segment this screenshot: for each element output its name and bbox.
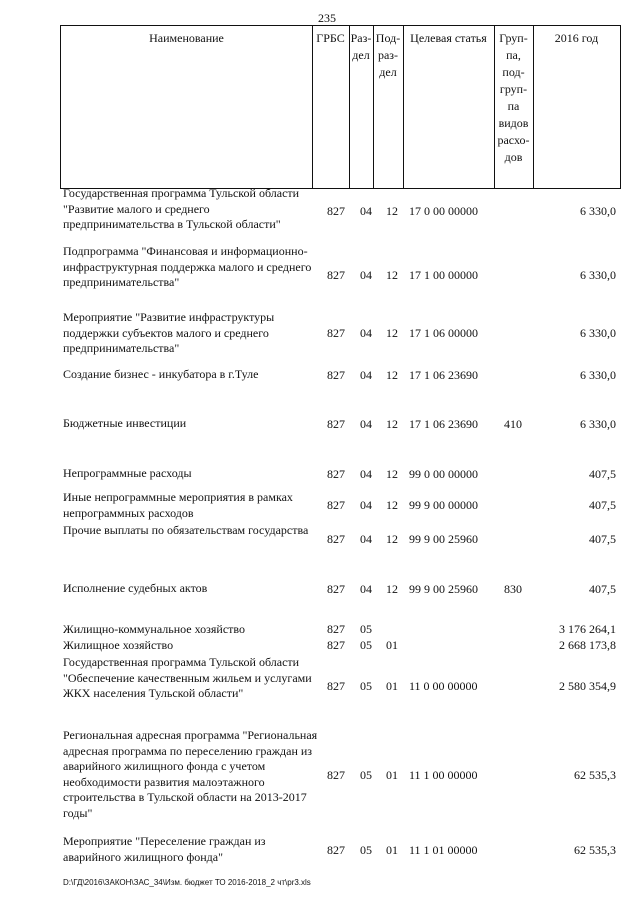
row-name: Бюджетные инвестиции: [63, 416, 187, 430]
row-grbs: 827: [327, 467, 345, 481]
header-razdel-l1: Раз-: [350, 31, 372, 45]
row-cs: 11 1 01 00000: [409, 843, 478, 857]
header-grbs-text: ГРБС: [316, 31, 345, 45]
row-podrazdel: 12: [386, 326, 398, 340]
row-grbs: 827: [327, 638, 345, 652]
row-podrazdel: 12: [386, 368, 398, 382]
row-razdel: 04: [360, 467, 372, 481]
row-podrazdel: 01: [386, 768, 398, 782]
row-razdel: 05: [360, 638, 372, 652]
row-name: Жилищное хозяйство: [63, 638, 174, 652]
row-grbs: 827: [327, 532, 345, 546]
header-cs: [403, 25, 495, 189]
header-vid-l1: Груп-: [499, 31, 528, 45]
header-razdel-l2: дел: [352, 48, 370, 62]
row-podrazdel: 01: [386, 638, 398, 652]
row-cs: 99 0 00 00000: [409, 467, 478, 481]
row-razdel: 04: [360, 417, 372, 431]
row-name: Прочие выплаты по обязательствам государства: [63, 523, 309, 537]
row-cs: 99 9 00 25960: [409, 582, 478, 596]
row-sum: 2 580 354,9: [559, 679, 616, 693]
header-year: [533, 25, 621, 189]
row-grbs: 827: [327, 417, 345, 431]
row-grbs: 827: [327, 268, 345, 282]
row-podrazdel: 12: [386, 532, 398, 546]
row-podrazdel: 12: [386, 417, 398, 431]
row-razdel: 04: [360, 368, 372, 382]
row-name: Подпрограмма "Финансовая и информационно-инфраструктурная поддержка малого и среднего предпринимательства": [63, 244, 312, 289]
row-podrazdel: 12: [386, 467, 398, 481]
row-name: Государственная программа Тульской области "Развитие малого и среднего предпринимательства в Тульской области": [63, 186, 300, 231]
row-razdel: 05: [360, 843, 372, 857]
row-sum: 407,5: [589, 532, 616, 546]
row-sum: 62 535,3: [574, 843, 616, 857]
row-grbs: 827: [327, 768, 345, 782]
row-sum: 3 176 264,1: [559, 622, 616, 636]
row-grbs: 827: [327, 679, 345, 693]
header-podrazdel-l2: раз-: [377, 48, 399, 62]
header-vid-l6: видов: [498, 116, 529, 130]
row-razdel: 04: [360, 582, 372, 596]
row-sum: 2 668 173,8: [559, 638, 616, 652]
row-grbs: 827: [327, 582, 345, 596]
row-razdel: 04: [360, 532, 372, 546]
row-cs: 17 1 00 00000: [409, 268, 478, 282]
row-razdel: 05: [360, 622, 372, 636]
row-grbs: 827: [327, 498, 345, 512]
header-vid-l5: па: [507, 99, 520, 113]
row-name: Региональная адресная программа "Региональная адресная программа по переселению граждан из аварийного жилищного фонда с учетом необходимости развития малоэтажного строительства в Тульской области на 2013-2017 годы": [63, 728, 318, 820]
row-grbs: 827: [327, 368, 345, 382]
header-vid-l7: расхо-: [497, 133, 530, 147]
header-podrazdel-l3: дел: [379, 65, 397, 79]
row-sum: 6 330,0: [580, 268, 616, 282]
row-sum: 6 330,0: [580, 326, 616, 340]
header-year-text: 2016 год: [554, 31, 599, 45]
header-grbs: [312, 25, 350, 189]
header-razdel: [349, 25, 374, 189]
row-cs: 11 0 00 00000: [409, 679, 478, 693]
row-cs: 99 9 00 00000: [409, 498, 478, 512]
row-name: Мероприятие "Переселение граждан из аварийного жилищного фонда": [63, 834, 266, 864]
row-vid: 830: [504, 582, 522, 596]
row-cs: 17 1 06 23690: [409, 417, 478, 431]
header-name-text: Наименование: [149, 31, 224, 45]
row-sum: 6 330,0: [580, 204, 616, 218]
row-sum: 407,5: [589, 498, 616, 512]
row-cs: 17 1 06 00000: [409, 326, 478, 340]
row-podrazdel: 12: [386, 204, 398, 218]
row-grbs: 827: [327, 843, 345, 857]
header-vid-l4: груп-: [499, 82, 528, 96]
row-name: Исполнение судебных актов: [63, 581, 208, 595]
row-razdel: 04: [360, 498, 372, 512]
row-name: Государственная программа Тульской области "Обеспечение качественным жильем и услугами ЖКХ населения Тульской области": [63, 655, 312, 700]
header-cs-text: Целевая статья: [410, 31, 487, 45]
page-number: 235: [318, 11, 336, 25]
row-podrazdel: 01: [386, 679, 398, 693]
header-vid: [494, 25, 534, 189]
header-vid-l8: дов: [504, 150, 523, 164]
row-podrazdel: 01: [386, 843, 398, 857]
header-podrazdel-l1: Под-: [375, 31, 401, 45]
row-name: Непрограммные расходы: [63, 466, 192, 480]
row-name: Мероприятие "Развитие инфраструктуры поддержки субъектов малого и среднего предпринимательства": [63, 310, 275, 355]
row-name: Иные непрограммные мероприятия в рамках непрограммных расходов: [63, 490, 293, 520]
row-razdel: 04: [360, 268, 372, 282]
row-name: Жилищно-коммунальное хозяйство: [63, 622, 246, 636]
row-vid: 410: [504, 417, 522, 431]
row-grbs: 827: [327, 204, 345, 218]
row-grbs: 827: [327, 622, 345, 636]
row-cs: 11 1 00 00000: [409, 768, 478, 782]
row-razdel: 05: [360, 768, 372, 782]
row-razdel: 04: [360, 326, 372, 340]
row-cs: 17 0 00 00000: [409, 204, 478, 218]
row-cs: 99 9 00 25960: [409, 532, 478, 546]
header-vid-l3: под-: [502, 65, 525, 79]
row-sum: 6 330,0: [580, 417, 616, 431]
header-vid-l2: па,: [506, 48, 521, 62]
row-podrazdel: 12: [386, 582, 398, 596]
row-razdel: 05: [360, 679, 372, 693]
row-podrazdel: 12: [386, 268, 398, 282]
row-sum: 407,5: [589, 582, 616, 596]
row-razdel: 04: [360, 204, 372, 218]
header-podrazdel: [373, 25, 404, 189]
row-sum: 407,5: [589, 467, 616, 481]
file-path-footer: D:\ГД\2016\ЗАКОН\ЗАС_34\Изм. бюджет ТО 2016-2018_2 чт\pr3.xls: [63, 878, 311, 887]
row-cs: 17 1 06 23690: [409, 368, 478, 382]
row-podrazdel: 12: [386, 498, 398, 512]
row-grbs: 827: [327, 326, 345, 340]
header-name: [60, 25, 313, 189]
row-name: Создание бизнес - инкубатора в г.Туле: [63, 367, 259, 381]
row-sum: 6 330,0: [580, 368, 616, 382]
row-sum: 62 535,3: [574, 768, 616, 782]
